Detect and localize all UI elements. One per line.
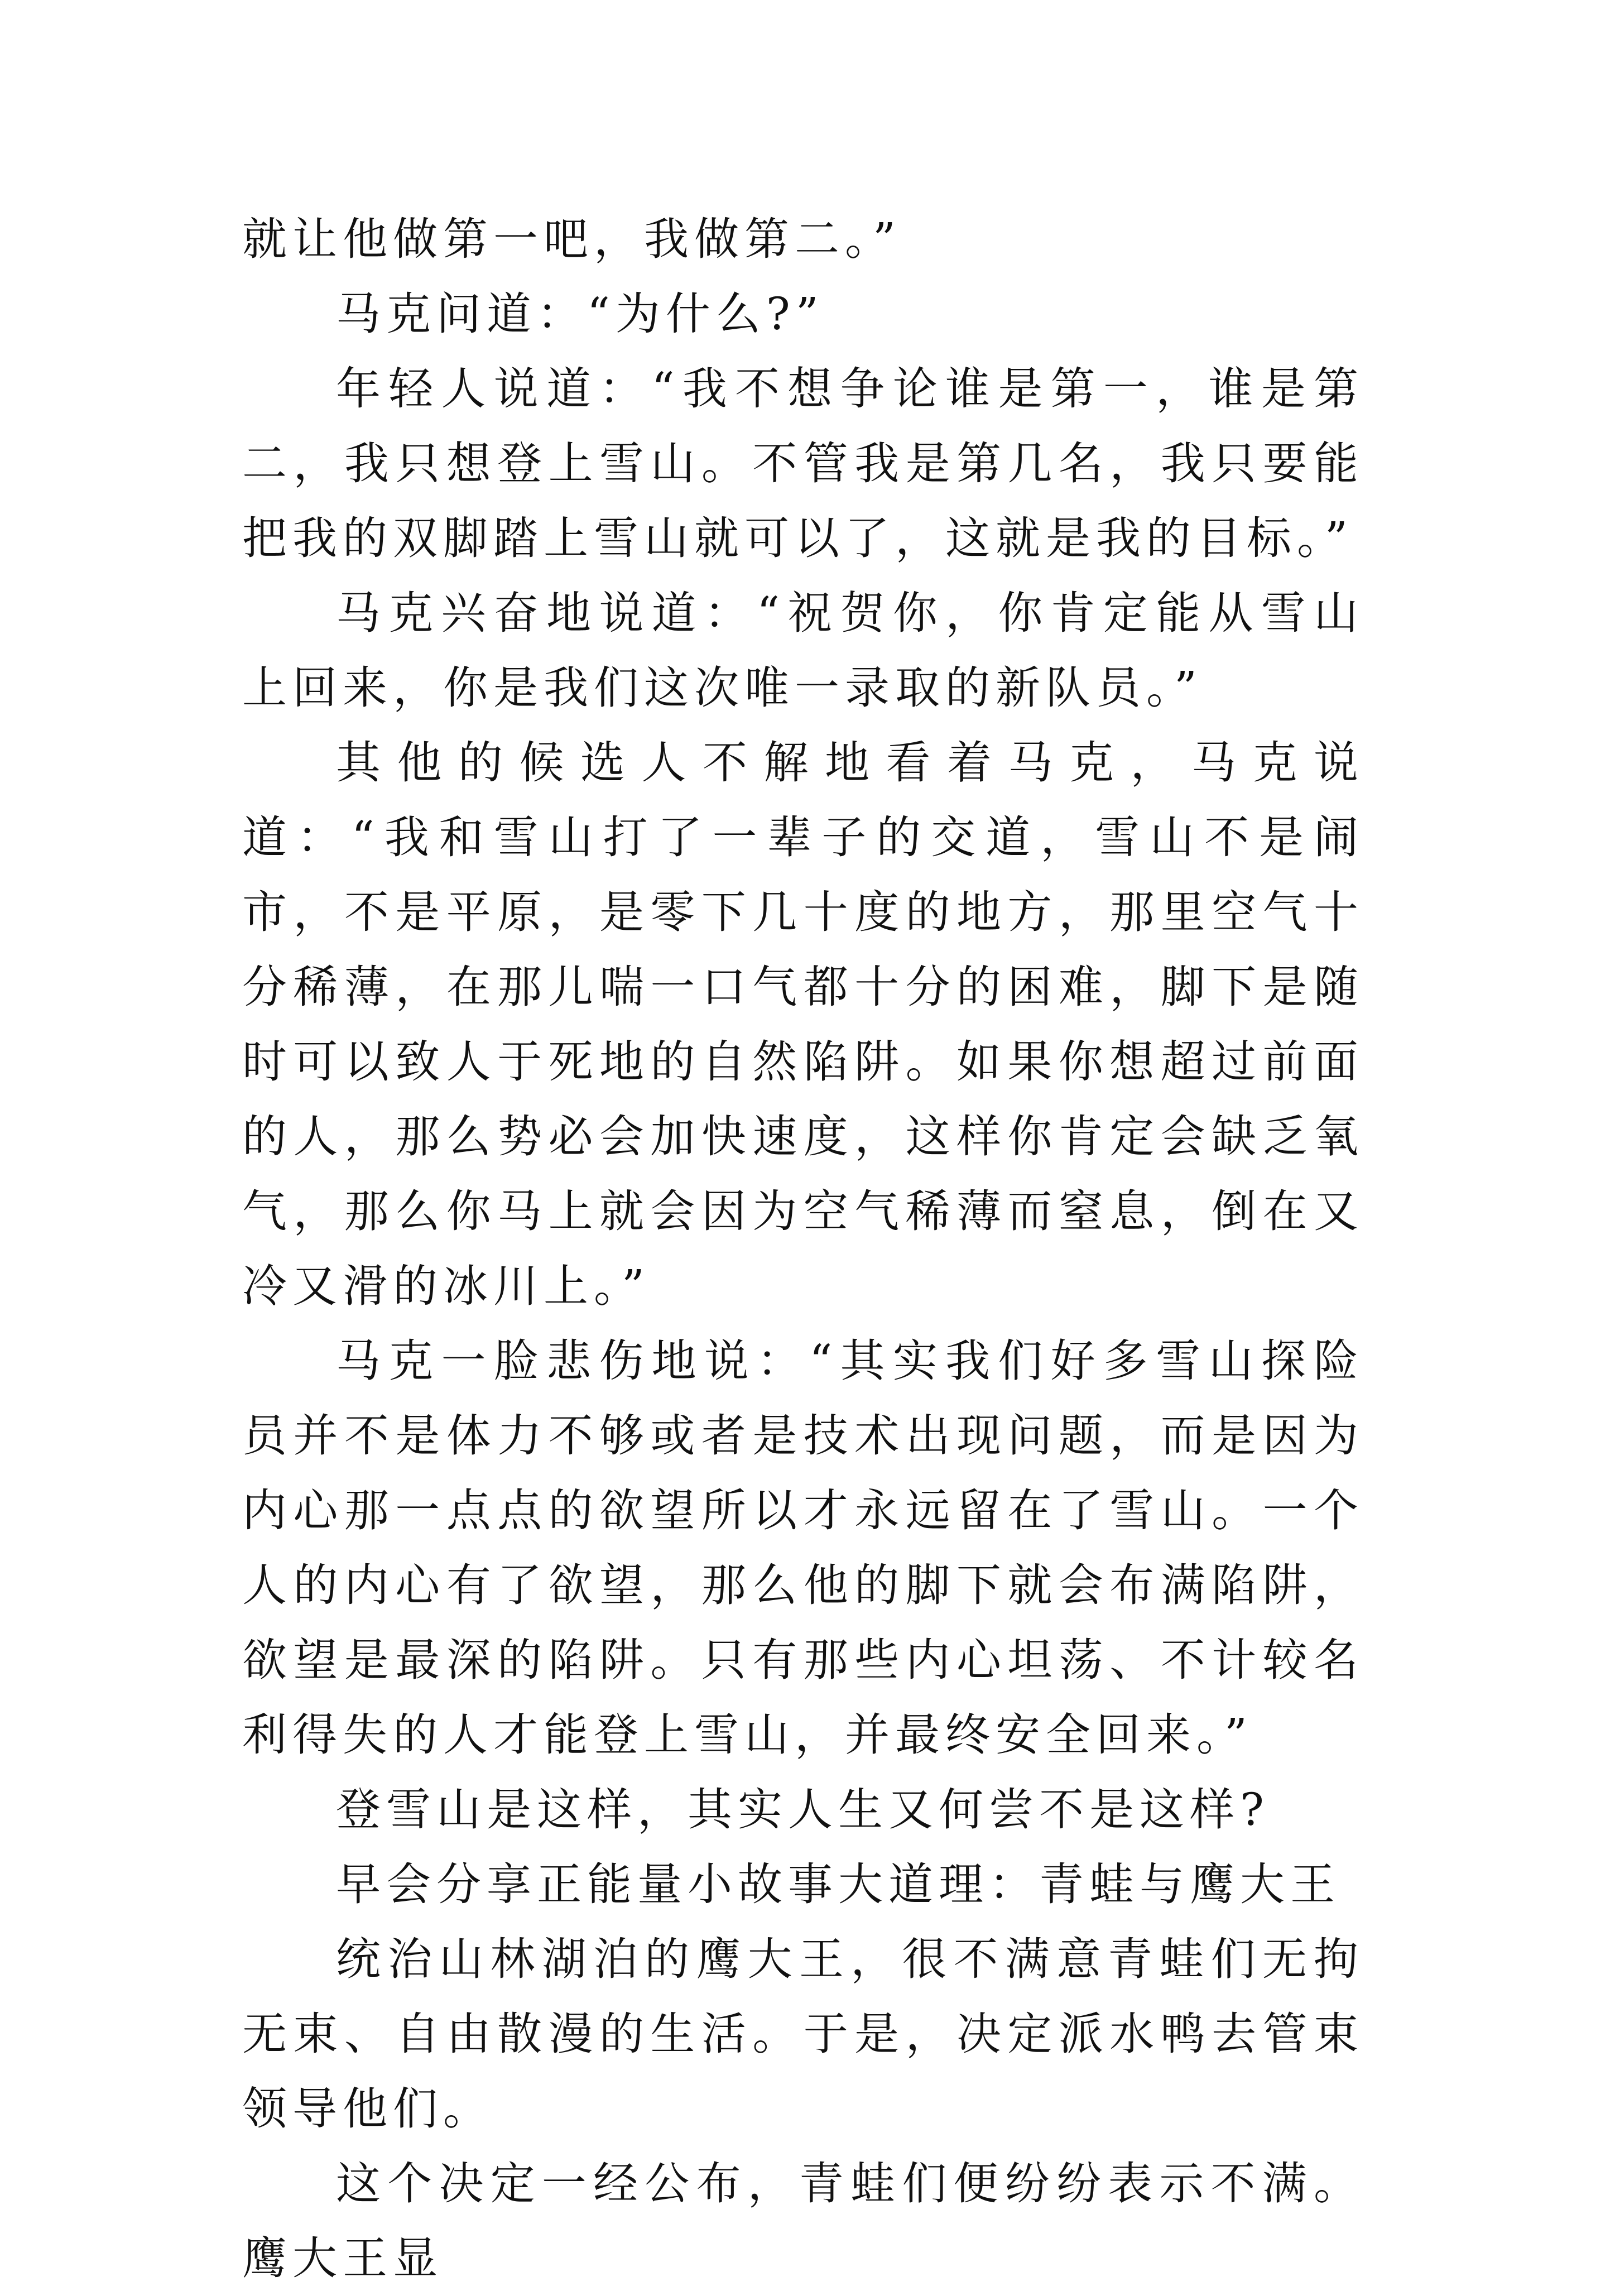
paragraph-9: 统治山林湖泊的鹰大王，很不满意青蛙们无拘无束、自由散漫的生活。于是，决定派水鸭去管束领导他们。 (242, 1933, 1364, 2135)
paragraph-3: 年轻人说道：“我不想争论谁是第一，谁是第二，我只想登上雪山。不管我是第几名，我只要能把我的双脚踏上雪山就可以了，这就是我的目标。” (242, 363, 1364, 564)
paragraph-5: 其他的候选人不解地看着马克，马克说道：“我和雪山打了一辈子的交道，雪山不是闹市，不是平原，是零下几十度的地方，那里空气十分稀薄，在那儿喘一口气都十分的困难，脚下是随时可以致人于死地的自然陷阱。如果你想超过前面的人，那么势必会加快速度，这样你肯定会缺乏氧气，那么你马上就会因为空气稀薄而窒息，倒在又冷又滑的冰川上。” (242, 737, 1364, 1312)
paragraph-2: 马克问道：“为什么?” (336, 288, 824, 340)
paragraph-8-heading: 早会分享正能量小故事大道理：青蛙与鹰大王 (336, 1858, 1340, 1910)
paragraph-7: 登雪山是这样，其实人生又何尝不是这样? (336, 1784, 1270, 1836)
paragraph-6: 马克一脸悲伤地说：“其实我们好多雪山探险员并不是体力不够或者是技术出现问题，而是因为内心那一点点的欲望所以才永远留在了雪山。一个人的内心有了欲望，那么他的脚下就会布满陷阱，欲望是最深的陷阱。只有那些内心坦荡、不计较名利得失的人才能登上雪山，并最终安全回来。” (242, 1335, 1364, 1761)
paragraph-1: 就让他做第一吧，我做第二。” (242, 213, 901, 265)
document-body (242, 202, 1364, 2296)
paragraph-10: 这个决定一经公布，青蛙们便纷纷表示不满。鹰大王显 (242, 2158, 1364, 2284)
paragraph-4: 马克兴奋地说道：“祝贺你，你肯定能从雪山上回来，你是我们这次唯一录取的新队员。” (242, 587, 1364, 714)
